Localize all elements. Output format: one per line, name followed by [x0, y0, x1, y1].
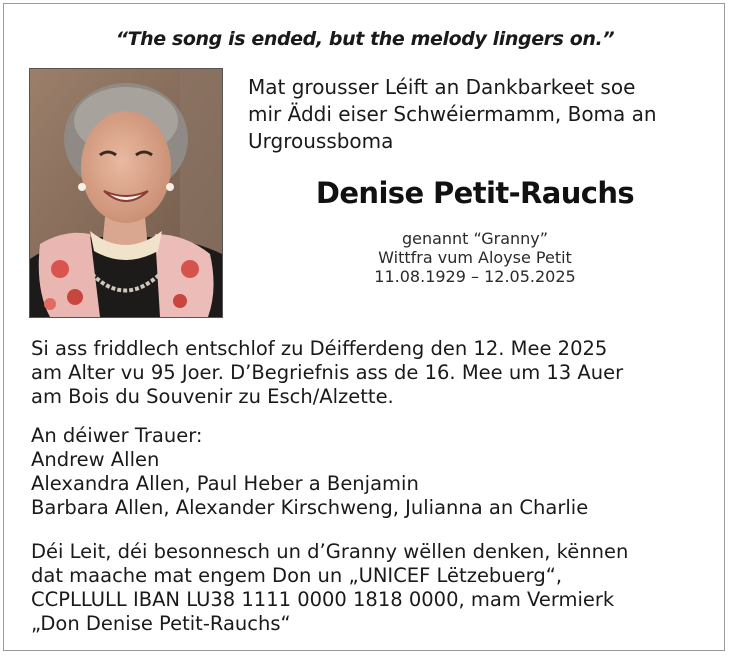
mourner-line: Alexandra Allen, Paul Heber a Benjamin — [31, 472, 419, 495]
mourners-list — [31, 424, 721, 520]
donation-line: Déi Leit, déi besonnesch un d’Granny wëllen denken, kënnen — [31, 540, 629, 563]
death-notice-line: am Bois du Souvenir zu Esch/Alzette. — [31, 385, 394, 408]
intro-line: Mat grousser Léift an Dankbarkeet soe — [248, 75, 636, 99]
nickname: genannt “Granny” — [401, 229, 549, 248]
donation-notice — [31, 540, 721, 636]
donation-line: dat maache mat engem Don un „UNICEF Lëtzebuerg“, — [31, 564, 563, 587]
donation-line: „Don Denise Petit-Rauchs“ — [31, 612, 291, 635]
mourners-heading: An déiwer Trauer: — [31, 424, 203, 447]
portrait-photo — [29, 68, 223, 318]
death-notice-line: am Alter vu 95 Joer. D’Begriefnis ass de 16. Mee um 13 Auer — [31, 361, 624, 384]
deceased-details — [230, 229, 720, 286]
intro-text — [248, 74, 708, 155]
widow-of: Wittfra vum Aloyse Petit — [378, 248, 572, 267]
deceased-name: Denise Petit-Rauchs — [315, 176, 635, 210]
epigraph-quote: “The song is ended, but the melody lingers on.” — [115, 28, 615, 50]
life-dates: 11.08.1929 – 12.05.2025 — [374, 267, 576, 286]
mourner-line: Barbara Allen, Alexander Kirschweng, Julianna an Charlie — [31, 496, 589, 519]
donation-line: CCPLLULL IBAN LU38 1111 0000 1818 0000, mam Vermierk — [31, 588, 615, 611]
intro-line: Urgroussboma — [248, 129, 394, 153]
mourner-line: Andrew Allen — [31, 448, 160, 471]
death-notice — [31, 337, 721, 409]
intro-line: mir Äddi eiser Schwéiermamm, Boma an — [248, 102, 657, 126]
death-notice-line: Si ass friddlech entschlof zu Déifferdeng den 12. Mee 2025 — [31, 337, 608, 360]
